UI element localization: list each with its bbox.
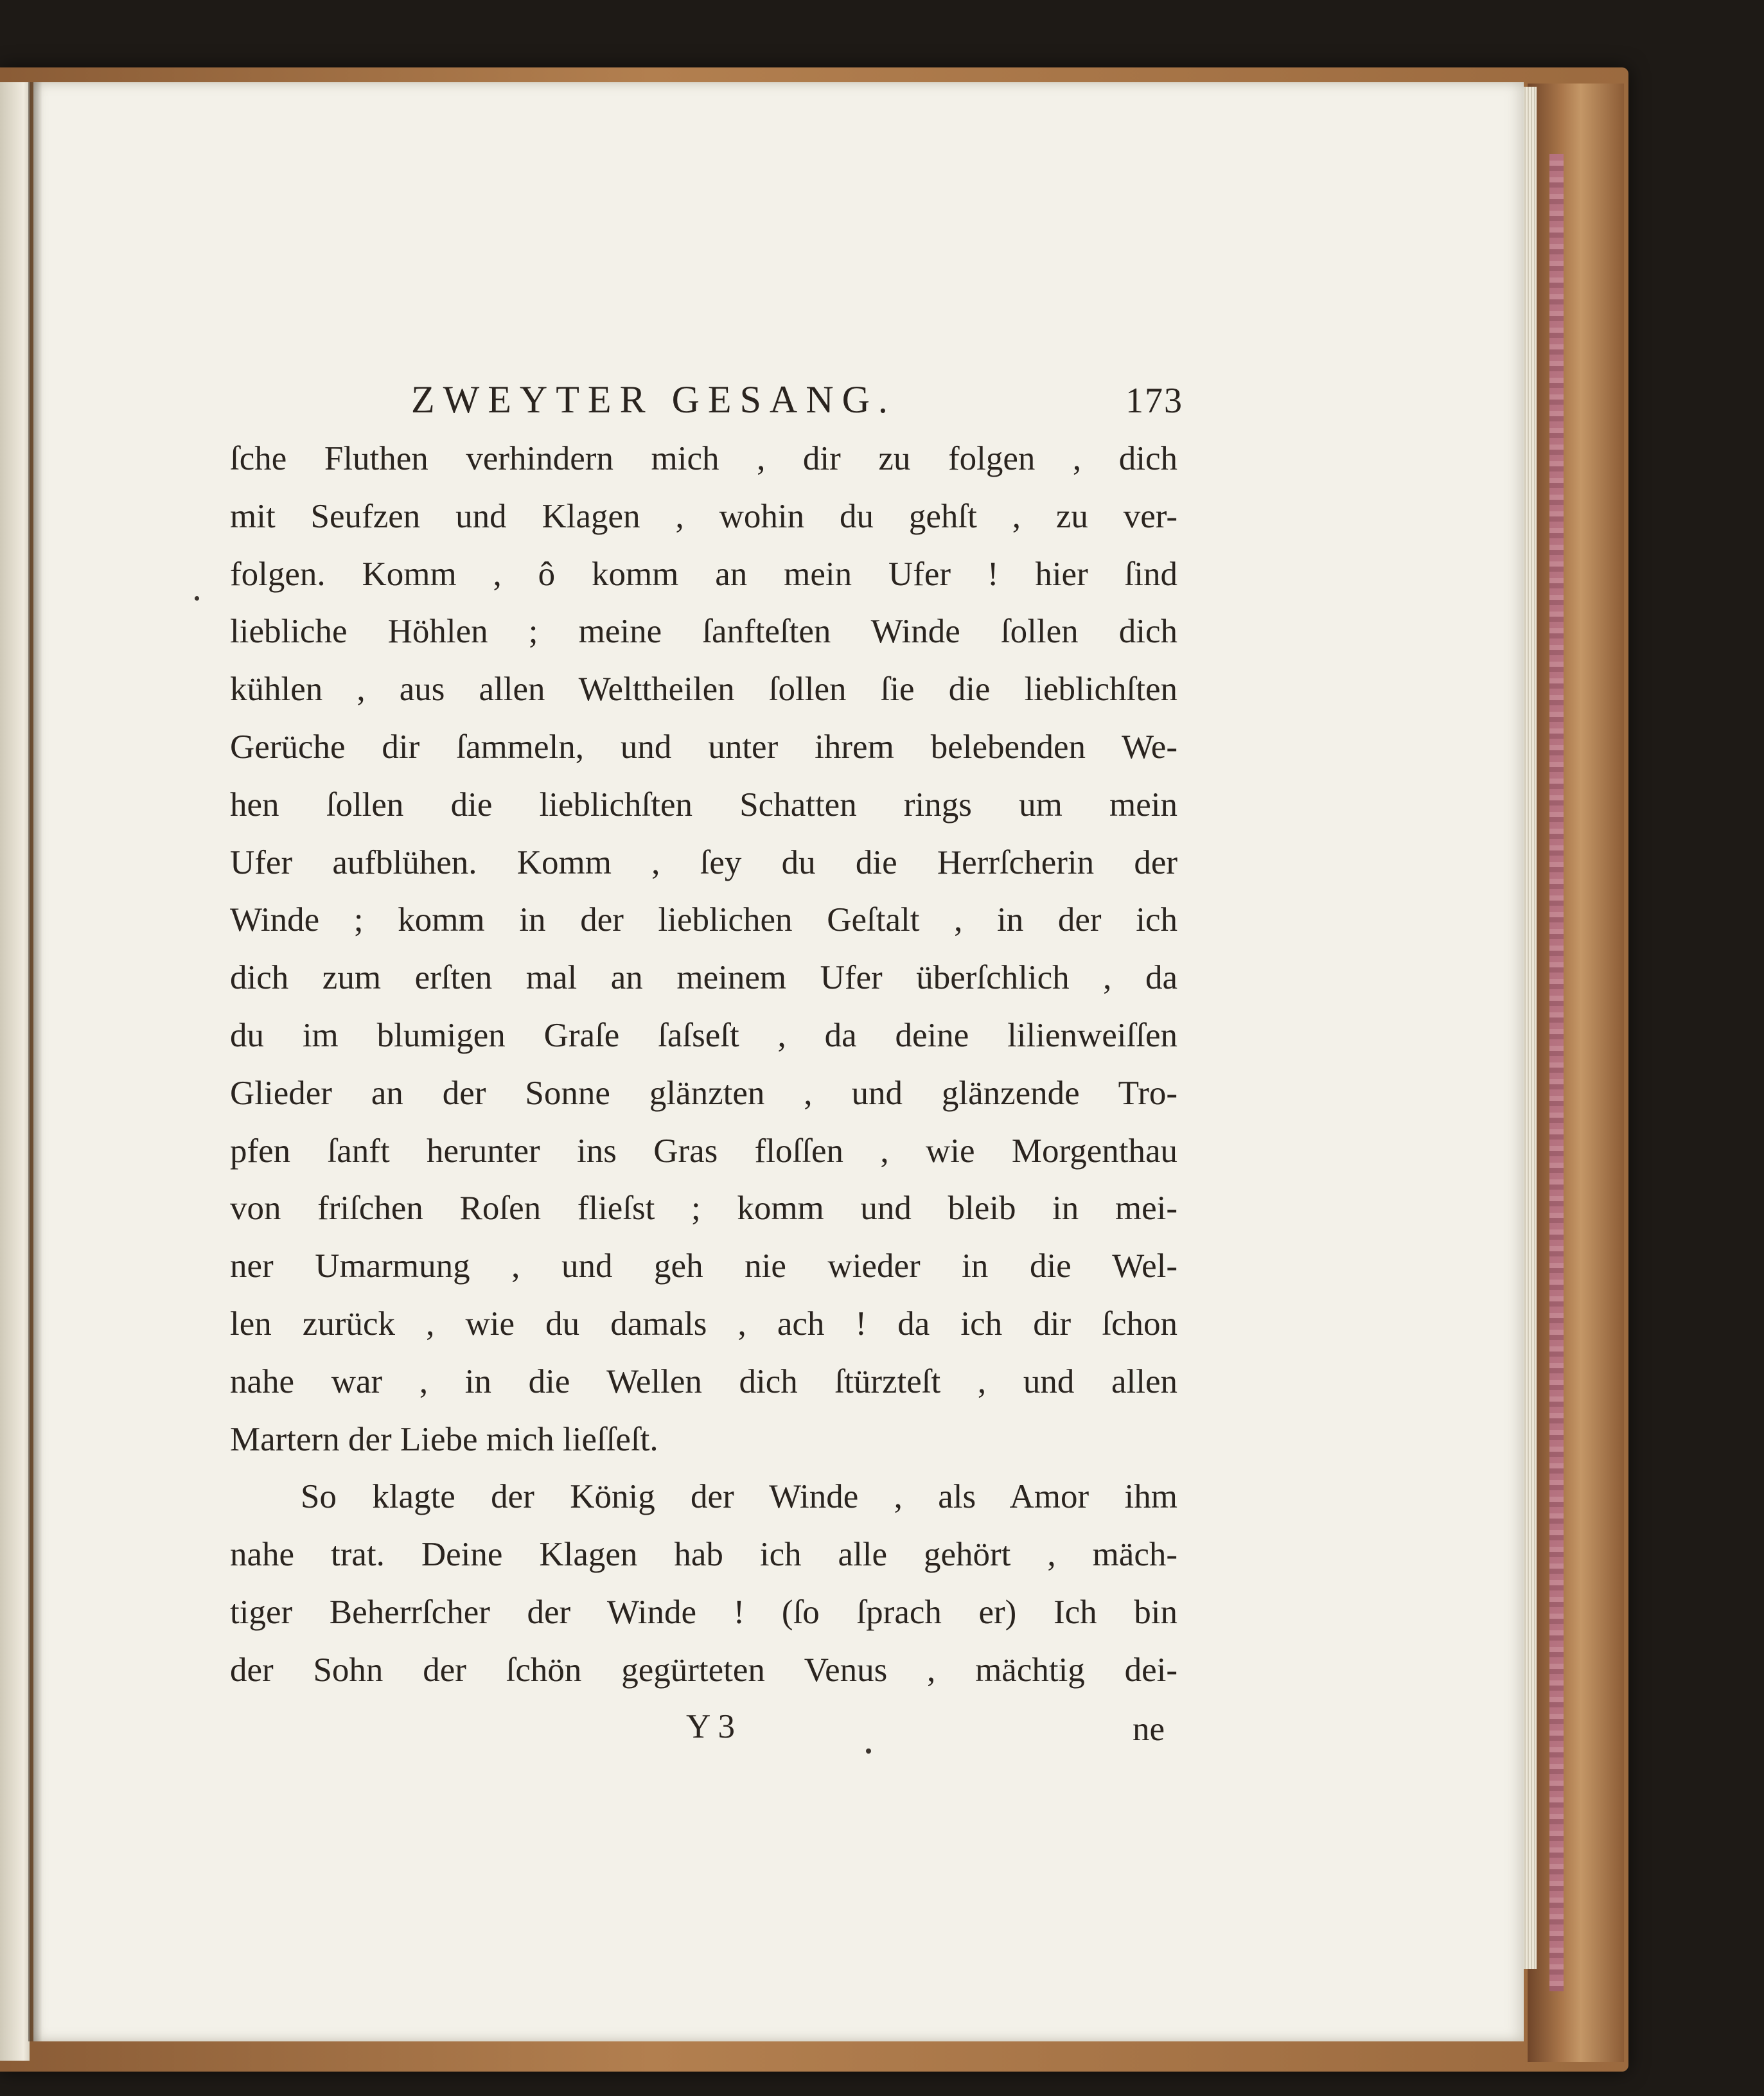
text-line: ner Umarmung , und geh nie wieder in die Wel-	[230, 1247, 1177, 1285]
text-line: dich zum erſten mal an meinem Ufer überſchlich , da	[230, 959, 1177, 997]
ink-speck	[866, 1748, 871, 1754]
text-line: Winde ; komm in der lieblichen Geſtalt , in der ich	[230, 901, 1177, 939]
paragraph-end-line: Martern der Liebe mich lieſſeſt.	[230, 1420, 658, 1458]
page-number: 173	[1125, 381, 1183, 421]
text-line: folgen. Komm , ô komm an mein Ufer ! hier ſind	[230, 555, 1177, 593]
text-line: tiger Beherrſcher der Winde ! (ſo ſprach er) Ich bin	[230, 1593, 1177, 1631]
text-line: pfen ſanft herunter ins Gras floſſen , wie Morgenthau	[230, 1132, 1177, 1170]
text-line: Gerüche dir ſammeln, und unter ihrem belebenden We-	[230, 728, 1177, 766]
text-line: nahe trat. Deine Klagen hab ich alle gehört , mäch-	[230, 1536, 1177, 1574]
text-line: hen ſollen die lieblichſten Schatten rings um mein	[230, 786, 1177, 823]
body-text	[230, 430, 1177, 1700]
text-line: liebliche Höhlen ; meine ſanfteſten Winde ſollen dich	[230, 613, 1177, 651]
text-line: ſche Fluthen verhindern mich , dir zu folgen , dich	[230, 440, 1177, 477]
ink-speck	[195, 596, 199, 601]
text-line: len zurück , wie du damals , ach ! da ich dir ſchon	[230, 1305, 1177, 1343]
text-line: Glieder an der Sonne glänzten , und glänzende Tro-	[230, 1074, 1177, 1112]
text-line: mit Seufzen und Klagen , wohin du gehſt , zu ver-	[230, 497, 1177, 535]
text-line: Ufer aufblühen. Komm , ſey du die Herrſcherin der	[230, 843, 1177, 881]
paragraph-start-line: So klagte der König der Winde , als Amor ihm	[301, 1478, 1177, 1516]
text-line: kühlen , aus allen Welttheilen ſollen ſie die lieblichſten	[230, 671, 1177, 709]
text-line: der Sohn der ſchön gegürteten Venus , mächtig dei-	[230, 1651, 1177, 1689]
text-line: von friſchen Roſen flieſst ; komm und bleib in mei-	[230, 1190, 1177, 1228]
text-line: nahe war , in die Wellen dich ſtürzteſt , und allen	[230, 1362, 1177, 1400]
catchword: ne	[1133, 1711, 1165, 1748]
facing-page-edge	[0, 82, 30, 2061]
cover-edge	[1528, 84, 1624, 2062]
marbled-edge	[1549, 154, 1564, 1991]
text-line: du im blumigen Graſe ſaſseſt , da deine lilienweiſſen	[230, 1016, 1177, 1054]
gutter-shadow	[28, 82, 42, 2041]
running-head: ZWEYTER GESANG.	[411, 378, 896, 421]
signature-mark: Y 3	[686, 1708, 736, 1745]
